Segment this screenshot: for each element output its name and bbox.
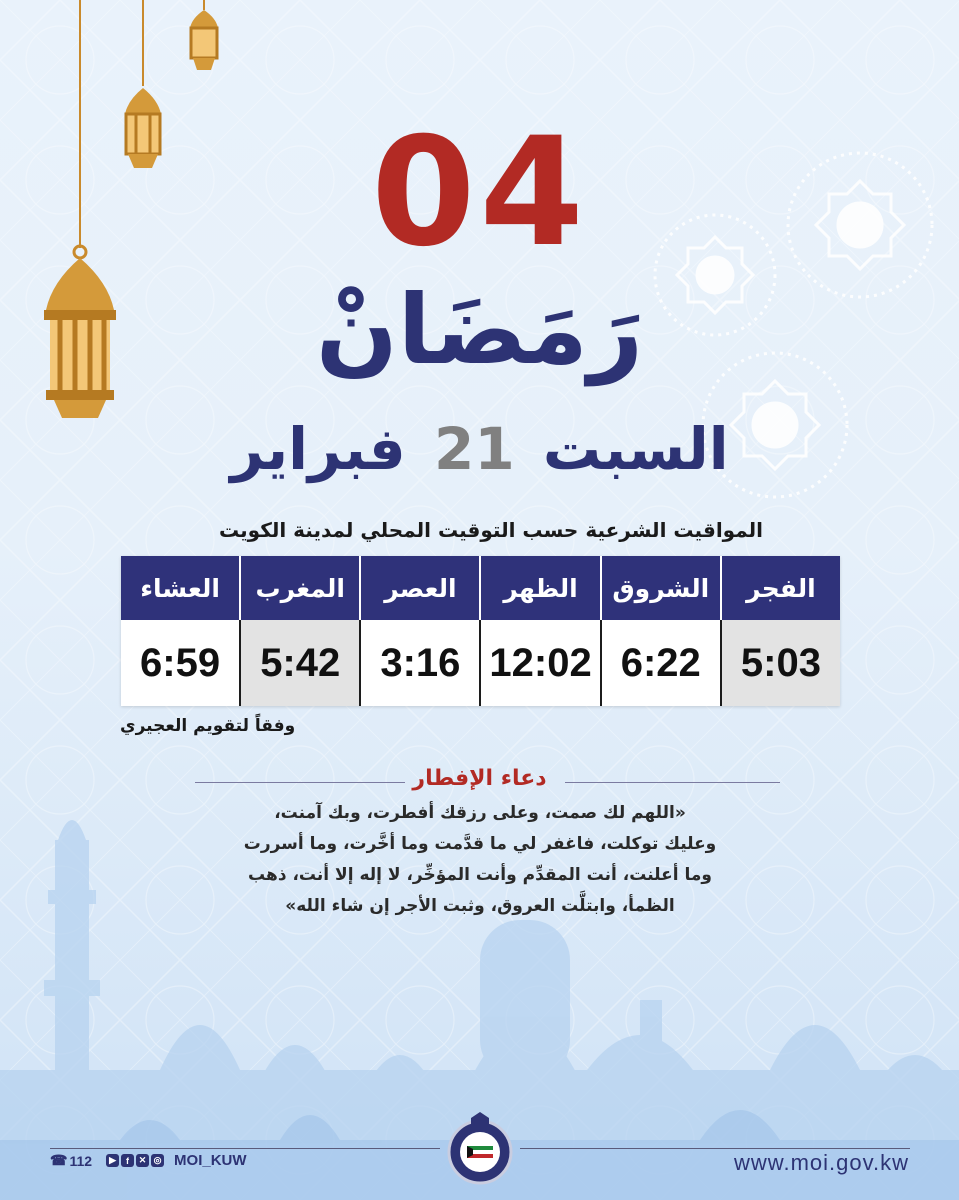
footer-divider xyxy=(50,1148,440,1149)
prayer-times-table xyxy=(121,556,840,706)
month-name: رَمَضَانْ xyxy=(315,274,644,386)
footer-divider xyxy=(520,1148,910,1149)
prayer-name: الشروق xyxy=(602,556,722,620)
prayer-column-asr xyxy=(361,556,481,706)
emergency-phone[interactable] xyxy=(50,1152,92,1169)
prayer-column-dhuhr xyxy=(481,556,601,706)
prayer-column-maghrib xyxy=(241,556,361,706)
gregorian-date xyxy=(0,415,959,483)
calendar-source-note: وفقاً لتقويم العجيري xyxy=(120,716,296,736)
dua-line: «اللهم لك صمت، وعلى رزقك أفطرت، وبك آمنت، xyxy=(274,803,686,823)
facebook-icon[interactable]: f xyxy=(121,1154,134,1167)
dua-text xyxy=(180,798,780,922)
police-emblem-icon xyxy=(445,1108,515,1186)
ramadan-day-number: 04 xyxy=(371,106,588,280)
prayer-name: الظهر xyxy=(481,556,601,620)
youtube-icon[interactable]: ▶ xyxy=(106,1154,119,1167)
social-icons xyxy=(106,1154,164,1167)
lantern-small-icon xyxy=(188,0,220,74)
social-handle[interactable]: MOI_KUW xyxy=(174,1152,247,1169)
dua-title: دعاء الإفطار xyxy=(412,766,547,791)
dua-line: الظمأ، وابتلَّت العروق، وثبت الأجر إن شاء الله» xyxy=(285,896,675,916)
prayer-time: 12:02 xyxy=(481,620,599,706)
phone-number: 112 xyxy=(69,1152,93,1169)
prayer-name: العصر xyxy=(361,556,481,620)
footer-contacts xyxy=(50,1152,247,1169)
prayer-column-sunrise xyxy=(602,556,722,706)
prayer-name: المغرب xyxy=(241,556,361,620)
prayer-time: 5:03 xyxy=(722,620,840,706)
gregorian-month: فبراير xyxy=(230,415,406,483)
instagram-icon[interactable]: ◎ xyxy=(151,1154,164,1167)
website-link[interactable]: www.moi.gov.kw xyxy=(734,1150,909,1175)
prayer-name: الفجر xyxy=(722,556,840,620)
prayer-time: 6:22 xyxy=(602,620,720,706)
dua-line: وما أعلنت، أنت المقدِّم وأنت المؤخِّر، لا إله إلا أنت، ذهب xyxy=(248,865,712,885)
phone-icon: ☎ xyxy=(50,1152,68,1168)
x-icon[interactable]: ✕ xyxy=(136,1154,149,1167)
prayer-time: 6:59 xyxy=(121,620,239,706)
weekday: السبت xyxy=(542,415,729,483)
prayer-time: 5:42 xyxy=(241,620,359,706)
prayer-name: العشاء xyxy=(121,556,241,620)
prayer-column-isha xyxy=(121,556,241,706)
prayer-time: 3:16 xyxy=(361,620,479,706)
timetable-subtitle: المواقيت الشرعية حسب التوقيت المحلي لمدينة الكويت xyxy=(218,518,763,542)
day-of-month: 21 xyxy=(434,415,515,483)
prayer-column-fajr xyxy=(722,556,840,706)
dua-line: وعليك توكلت، فاغفر لي ما قدَّمت وما أخَّرت، وما أسررت xyxy=(243,834,717,854)
